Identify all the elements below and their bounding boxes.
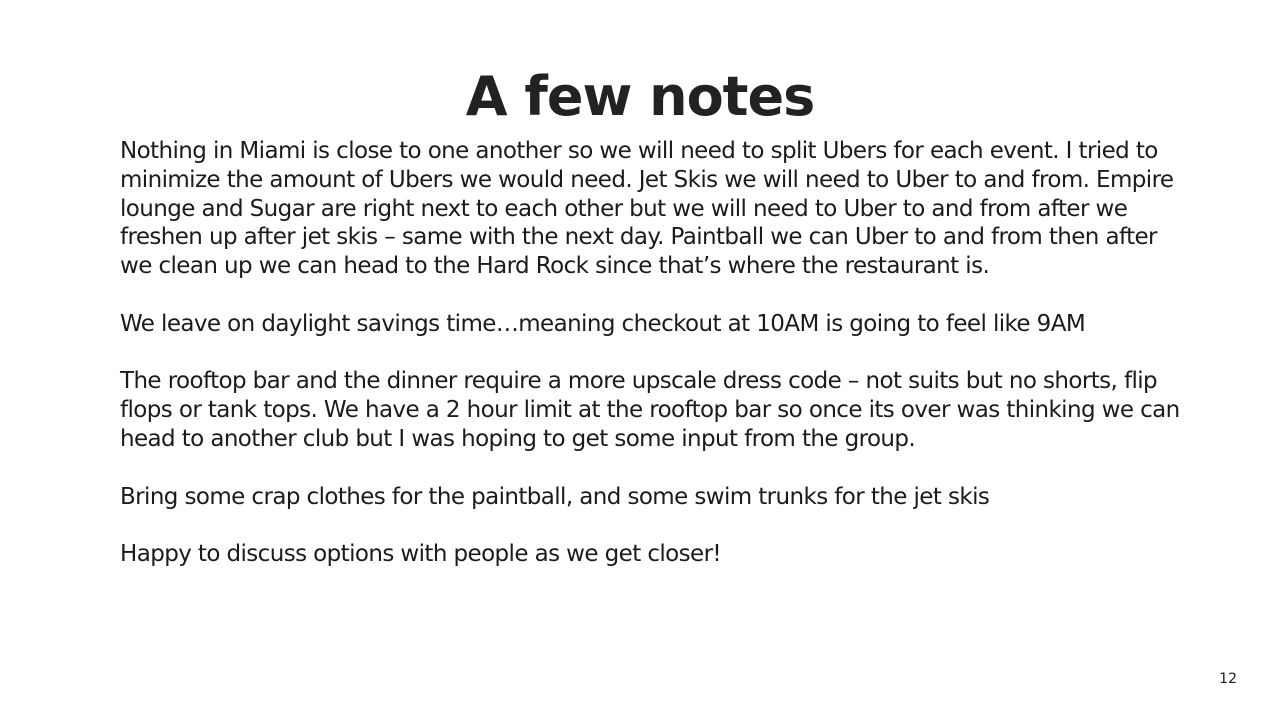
paragraph-closing: Happy to discuss options with people as we get closer!	[120, 541, 722, 568]
paragraph-daylight-savings: We leave on daylight savings time…meaning checkout at 10AM is going to feel like 9AM	[120, 310, 1086, 337]
paragraph-transportation: Nothing in Miami is close to one another so we will need to split Ubers for each event. I tried to minimize the amount of Ubers we would need. Jet Skis we will need to Uber to and from. Empire lounge and Sugar are right next to each other but we will need to Uber to and from after we freshen up after jet skis – same with the next day. Paintball we can Uber to and from then after we clean up we can head to the Hard Rock since that’s where the restaurant is.	[120, 138, 1174, 280]
paragraph-dress-code: The rooftop bar and the dinner require a more upscale dress code – not suits but no shorts, flip flops or tank tops. We have a 2 hour limit at the rooftop bar so once its over was thinking we can head to another club but I was hoping to get some input from the group.	[120, 368, 1180, 452]
page-number: 12	[1219, 671, 1237, 687]
slide-title: A few notes	[465, 65, 815, 128]
notes-body	[120, 137, 1180, 569]
paragraph-what-to-bring: Bring some crap clothes for the paintball, and some swim trunks for the jet skis	[120, 483, 990, 510]
